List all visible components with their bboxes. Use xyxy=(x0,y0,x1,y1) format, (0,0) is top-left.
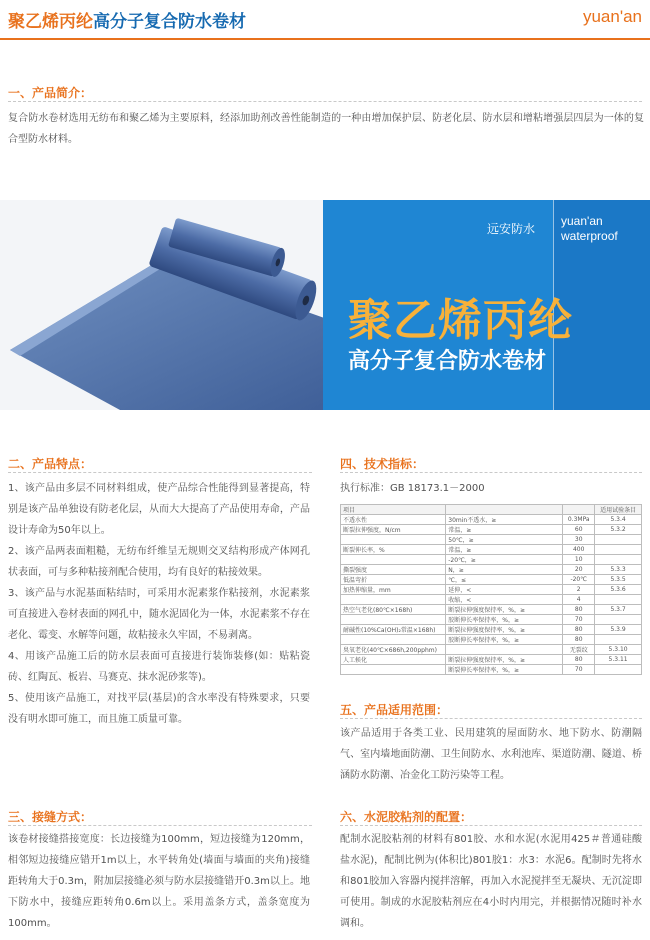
table-cell: 5.3.7 xyxy=(595,605,642,615)
features-list xyxy=(8,478,310,730)
feature-item: 1、该产品由多层不同材料组成，使产品综合性能得到显著提高，特别是该产品单独设有防老化层，从而大大提高了产品使用寿命，产品设计寿命为50年以上。 xyxy=(8,483,310,536)
table-cell: 低温弯折 xyxy=(341,575,446,585)
table-cell: 5.3.5 xyxy=(595,575,642,585)
table-cell: 70 xyxy=(563,615,595,625)
table-cell: -20℃ xyxy=(563,575,595,585)
table-cell xyxy=(595,545,642,555)
table-cell xyxy=(341,665,446,675)
table-cell xyxy=(446,505,563,515)
intro-rule xyxy=(8,101,642,102)
feature-item: 2、该产品两表面粗糙，无纺布纤维呈无规则交叉结构形成产体网孔状表面，可与多种粘接剂配合使用，均有良好的粘接效果。 xyxy=(8,546,310,578)
membrane-rolls-image xyxy=(0,200,330,410)
table-cell xyxy=(595,635,642,645)
table-row xyxy=(341,615,642,625)
table-row xyxy=(341,595,642,605)
product-photo xyxy=(0,200,330,410)
table-cell: 收缩，< xyxy=(446,595,563,605)
table-cell: 臭氧老化(40℃×686h,200pphm) xyxy=(341,645,446,655)
table-cell: -20℃，≥ xyxy=(446,555,563,565)
table-cell: 30 xyxy=(563,535,595,545)
table-cell: 5.3.4 xyxy=(595,515,642,525)
table-cell: 常温，≥ xyxy=(446,545,563,555)
tech-spec-table xyxy=(340,504,642,675)
table-cell: 常温，≥ xyxy=(446,525,563,535)
table-cell: N，≥ xyxy=(446,565,563,575)
features-heading: 二、产品特点： xyxy=(8,457,93,471)
tech-rule xyxy=(340,472,642,473)
table-row xyxy=(341,555,642,565)
table-row xyxy=(341,645,642,655)
table-row xyxy=(341,515,642,525)
table-cell: 断裂伸长率，% xyxy=(341,545,446,555)
table-row xyxy=(341,535,642,545)
joint-rule xyxy=(8,825,312,826)
table-cell: 80 xyxy=(563,635,595,645)
table-row xyxy=(341,525,642,535)
table-cell: 无裂纹 xyxy=(563,645,595,655)
table-cell xyxy=(595,595,642,605)
tech-standard: 执行标准：GB 18173.1－2000 xyxy=(340,483,485,494)
table-cell: 5.3.10 xyxy=(595,645,642,655)
page-header xyxy=(0,0,650,44)
table-cell: 5.3.2 xyxy=(595,525,642,535)
scope-heading: 五、产品适用范围： xyxy=(340,703,449,717)
banner-sub-title: 高分子复合防水卷材 xyxy=(348,349,547,374)
table-row xyxy=(341,635,642,645)
table-cell: 断裂拉伸强度保持率，%，≥ xyxy=(446,625,563,635)
feature-item: 5、使用该产品施工，对找平层(基层)的含水率没有特殊要求，只要没有明水即可施工，而且施工质量可靠。 xyxy=(8,693,310,725)
table-cell: 80 xyxy=(563,605,595,615)
banner-cn-brand: 远安防水 xyxy=(487,222,536,236)
table-cell: 2 xyxy=(563,585,595,595)
table-cell xyxy=(446,645,563,655)
table-cell xyxy=(595,535,642,545)
table-cell: 耐碱性(10%Ca(OH)₂常温×168h) xyxy=(341,625,446,635)
table-cell: 项目 xyxy=(341,505,446,515)
table-cell: 胶断伸长率保持率，%，≥ xyxy=(446,635,563,645)
title-blue-part: 高分子复合防水卷材 xyxy=(93,12,246,32)
table-row xyxy=(341,625,642,635)
table-cell: 5.3.9 xyxy=(595,625,642,635)
banner-big-title: 聚乙烯丙纶 xyxy=(348,295,573,346)
table-cell: 胶断伸长率保持率，%，≥ xyxy=(446,615,563,625)
table-cell: 60 xyxy=(563,525,595,535)
table-cell: 5.3.11 xyxy=(595,655,642,665)
table-cell: 80 xyxy=(563,655,595,665)
feature-item: 4、用该产品施工后的防水层表面可直接进行装饰装修(如：贴粘瓷砖、红陶瓦、板岩、马赛克、抹水泥砂浆等)。 xyxy=(8,651,310,683)
adhesive-rule xyxy=(340,825,642,826)
table-cell: 20 xyxy=(563,565,595,575)
table-cell: 适用试验条目 xyxy=(595,505,642,515)
page-title xyxy=(8,7,246,32)
brand-name: yuan'an xyxy=(582,7,642,26)
table-cell: 70 xyxy=(563,665,595,675)
table-cell xyxy=(595,615,642,625)
table-row xyxy=(341,545,642,555)
table-row xyxy=(341,505,642,515)
adhesive-heading: 六、水泥胶粘剂的配置： xyxy=(340,810,473,824)
tech-heading: 四、技术指标： xyxy=(340,457,425,471)
scope-text: 该产品适用于各类工业、民用建筑的屋面防水、地下防水、防潮隔气、室内墙地面防潮、卫生间防水、水利池库、渠道防潮、隧道、桥涵防水防潮、冶金化工防污染等工程。 xyxy=(340,728,642,781)
table-cell: 断裂拉伸强度，N/cm xyxy=(341,525,446,535)
header-rule xyxy=(0,38,650,40)
intro-heading: 一、产品简介： xyxy=(8,86,93,100)
table-cell: 5.3.3 xyxy=(595,565,642,575)
table-cell xyxy=(595,665,642,675)
joint-heading: 三、接缝方式： xyxy=(8,810,93,824)
joint-text: 该卷材接缝搭接宽度：长边接缝为100mm，短边接缝为120mm，相邻短边接缝应错开1m以上，水平转角处(墙面与墙面的夹角)接缝距转角大于0.3m，附加层接缝必须与防水层接缝错开0.3m以上。地下防水中，接缝应距转角0.6m以上。采用盖条方式，盖条宽度为100mm。 xyxy=(8,834,310,929)
table-cell: 4 xyxy=(563,595,595,605)
table-row xyxy=(341,655,642,665)
table-cell: 延伸，< xyxy=(446,585,563,595)
table-cell: 断裂伸长率保持率，%，≥ xyxy=(446,665,563,675)
features-rule xyxy=(8,472,312,473)
table-row xyxy=(341,575,642,585)
table-cell: 断裂拉伸强度保持率，%，≥ xyxy=(446,605,563,615)
table-cell: 5.3.6 xyxy=(595,585,642,595)
table-row xyxy=(341,565,642,575)
table-cell: 加热伸缩量，mm xyxy=(341,585,446,595)
table-cell: 10 xyxy=(563,555,595,565)
banner-en-brand-2: waterproof xyxy=(561,229,618,243)
adhesive-text: 配制水泥胶粘剂的材料有801胶、水和水泥(水泥用425＃普通硅酸盐水泥)，配制比例为(体积比)801胶1：水3：水泥6。配制时先将水和801胶加入容器内搅拌溶解，再加入水泥搅拌至无凝块、无沉淀即可使用。制成的水泥胶粘剂应在4小时内用完，并根据情况随时补水调和。 xyxy=(340,834,642,929)
table-cell: 不透水性 xyxy=(341,515,446,525)
feature-item: 3、该产品与水泥基面粘结时，可采用水泥素浆作粘接剂，水泥素浆可直接进入卷材表面的网孔中，随水泥固化为一体，水泥素浆不存在老化、霉变、水解等问题，故粘接永久牢固，不易剥离。 xyxy=(8,588,310,641)
table-cell xyxy=(341,635,446,645)
table-cell xyxy=(341,595,446,605)
table-row xyxy=(341,605,642,615)
table-cell: 80 xyxy=(563,625,595,635)
table-cell: 人工候化 xyxy=(341,655,446,665)
table-cell: 30min不透水，≥ xyxy=(446,515,563,525)
table-row xyxy=(341,585,642,595)
scope-rule xyxy=(340,718,642,719)
table-cell: 断裂拉伸强度保持率，%，≥ xyxy=(446,655,563,665)
table-cell: 撕裂强度 xyxy=(341,565,446,575)
table-cell: 50℃，≥ xyxy=(446,535,563,545)
table-cell: 400 xyxy=(563,545,595,555)
table-cell xyxy=(341,555,446,565)
table-cell: 0.3MPa xyxy=(563,515,595,525)
intro-text: 复合防水卷材选用无纺布和聚乙烯为主要原料，经添加助剂改善性能制造的一种由增加保护层、防老化层、防水层和增粘增强层四层为一体的复合型防水材料。 xyxy=(8,113,644,145)
table-row xyxy=(341,665,642,675)
title-orange-part: 聚乙烯丙纶 xyxy=(8,12,93,32)
table-cell xyxy=(341,615,446,625)
table-cell: 热空气老化(80℃×168h) xyxy=(341,605,446,615)
table-cell xyxy=(563,505,595,515)
banner-en-brand-1: yuan'an xyxy=(561,214,603,228)
table-cell: ℃，≤ xyxy=(446,575,563,585)
table-cell xyxy=(341,535,446,545)
table-cell xyxy=(595,555,642,565)
